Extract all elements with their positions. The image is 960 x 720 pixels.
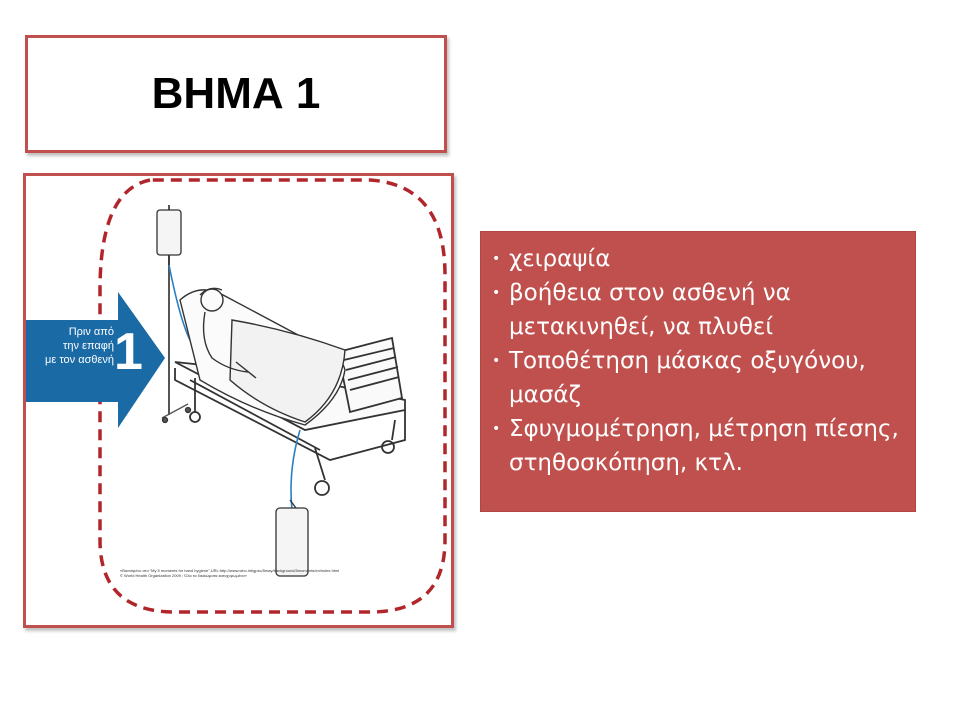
list-item-text: Σφυγμομέτρηση, μέτρηση πίεσης, στηθοσκόπηση, κτλ. [509,416,899,476]
drain-bag-icon [276,500,308,576]
bullet-icon: • [492,251,501,267]
credit-line: «Βασισμένο στο “My 5 moments for hand hygiene”,URL:http://www.who.int/gpsc/5may/background/5moments/en/index.html [120,568,340,573]
slide-title: ΒΗΜΑ 1 [151,69,321,118]
arrow-caption-line: την επαφή [63,340,114,352]
patient-icon [180,288,345,425]
list-item [489,242,907,276]
arrow-caption-line: με τον ασθενή [45,354,114,366]
list-item [489,276,907,344]
credit-line: © World Health Organization 2009 ; Όλα τα δικαιώματα κατοχυρωμένα» [120,573,247,578]
list-item [489,412,907,480]
list-item-text: Τοποθέτηση μάσκας οξυγόνου, μασάζ [509,348,866,408]
illustration-credit [120,568,420,578]
moment-number: 1 [114,323,143,381]
list-item-text: βοήθεια στον ασθενή να μετακινηθεί, να πλυθεί [509,280,791,340]
list-item [489,344,907,412]
arrow-caption [30,325,114,367]
arrow-caption-line: Πριν από [68,326,114,338]
bullet-icon: • [492,421,501,437]
bullet-icon: • [492,353,501,369]
examples-list [481,232,915,480]
bullet-icon: • [492,285,501,301]
list-item-text: χειραψία [509,246,611,272]
examples-list-box [480,231,916,512]
